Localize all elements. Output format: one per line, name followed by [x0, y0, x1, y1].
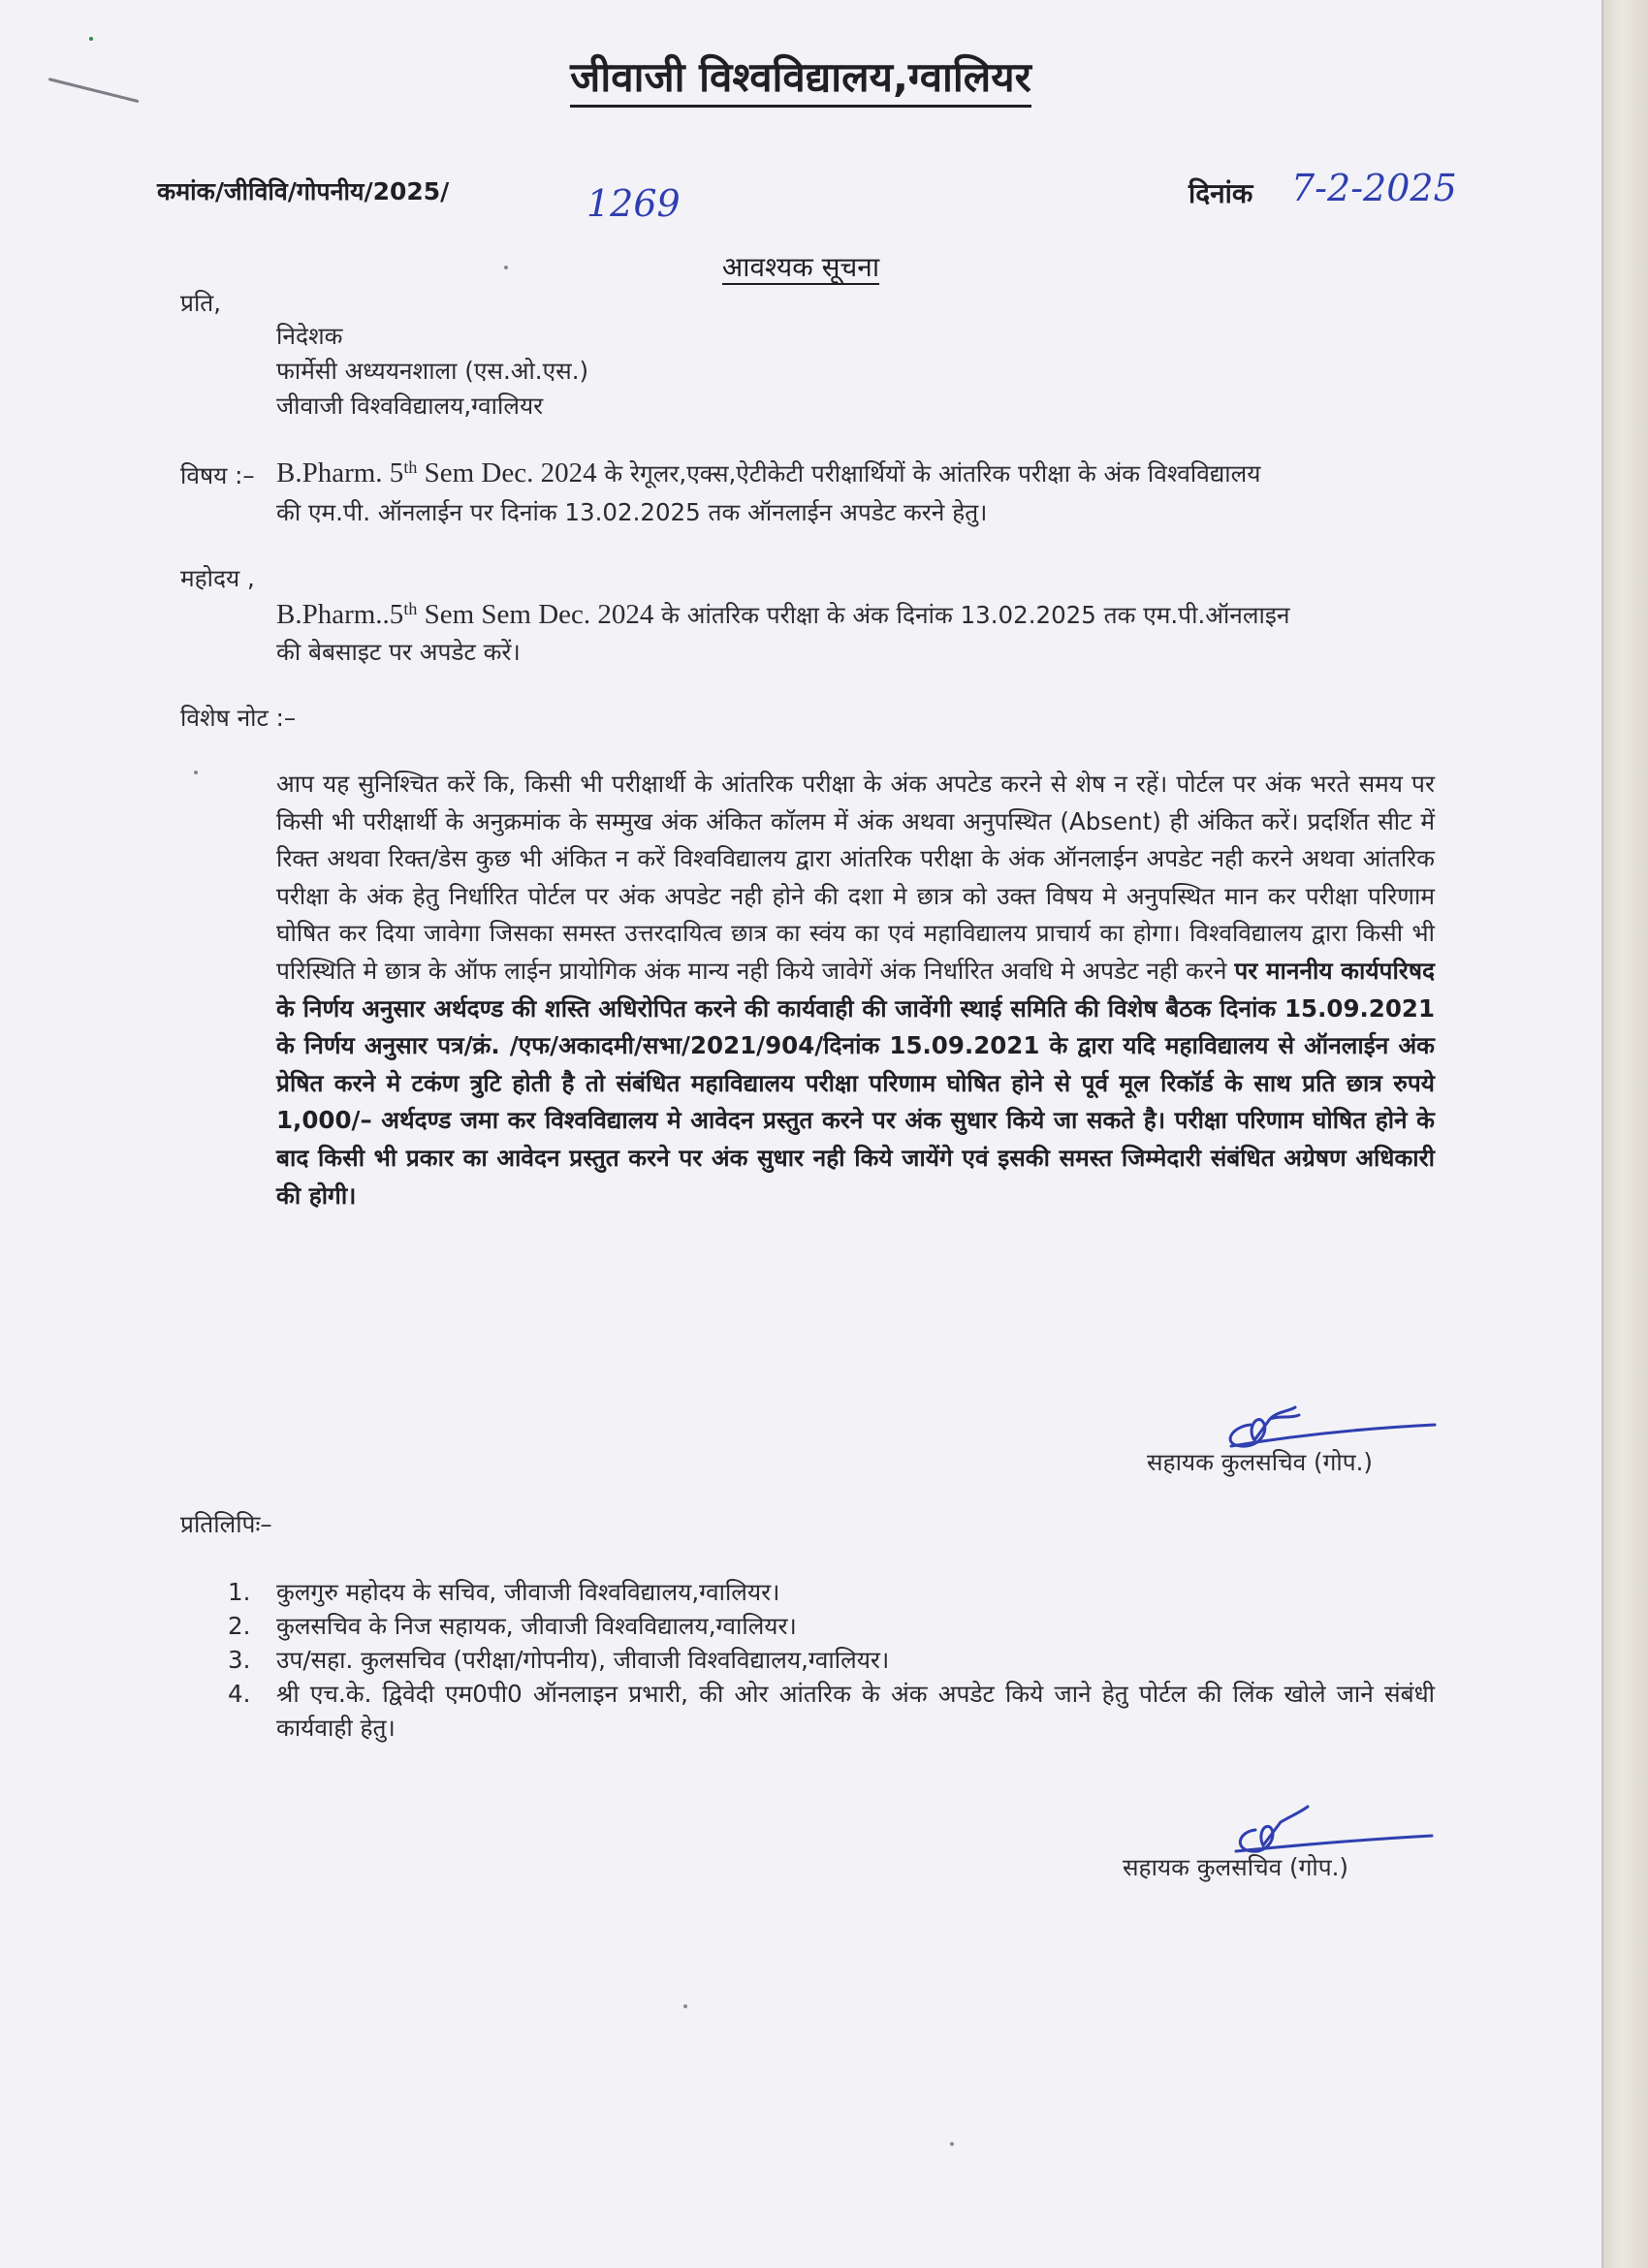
- subject-sem: Sem Dec. 2024: [417, 457, 597, 489]
- copy-to-label: प्रतिलिपिः–: [180, 1510, 272, 1538]
- speck: [89, 37, 93, 41]
- body-rest: के आंतरिक परीक्षा के अंक दिनांक 13.02.2025 तक एम.पी.ऑनलाइन: [653, 601, 1290, 630]
- speck: [683, 2004, 687, 2008]
- copy-item-text: कुलसचिव के निज सहायक, जीवाजी विश्वविद्यालय,ग्वालियर।: [276, 1612, 797, 1640]
- body-sup: th: [403, 599, 418, 618]
- addressee-line: निदेशक: [276, 322, 343, 350]
- reference-number-prefix: कमांक/जीविवि/गोपनीय/2025/: [157, 177, 450, 205]
- speck: [194, 771, 198, 774]
- copy-list-item: [228, 1609, 1435, 1643]
- addressee-line: फार्मेसी अध्ययनशाला (एस.ओ.एस.): [276, 357, 589, 385]
- addressee-line: जीवाजी विश्वविद्यालय,ग्वालियर: [276, 392, 544, 420]
- subject-course: B.Pharm. 5: [276, 457, 404, 489]
- copy-item-number: 3.: [228, 1646, 251, 1674]
- signatory-designation: सहायक कुलसचिव (गोप.): [1123, 1853, 1348, 1881]
- date-label: दिनांक: [1188, 177, 1253, 209]
- scanner-edge: [1601, 0, 1648, 2268]
- copy-item-number: 4.: [228, 1680, 251, 1708]
- copy-list-item: [228, 1677, 1435, 1745]
- signatory-designation: सहायक कुलसचिव (गोप.): [1147, 1448, 1373, 1476]
- copy-list-item: [228, 1575, 1435, 1609]
- university-title: जीवाजी विश्वविद्यालय,ग्वालियर: [0, 48, 1601, 104]
- copy-item-text: श्री एच.के. द्विवेदी एम0पी0 ऑनलाइन प्रभारी, की ओर आंतरिक के अंक अपडेट किये जाने हेतु पोर्टल की लिंक खोले जाने संबंधी कार्यवाही हेतु।: [276, 1680, 1435, 1742]
- copy-item-number: 1.: [228, 1578, 251, 1606]
- body-course: B.Pharm..5: [276, 599, 404, 631]
- date-handwritten: 7-2-2025: [1291, 167, 1457, 209]
- special-note-label: विशेष नोट :–: [180, 704, 297, 732]
- subject-line-2: की एम.पी. ऑनलाईन पर दिनांक 13.02.2025 तक ऑनलाईन अपडेट करने हेतु।: [276, 498, 988, 526]
- subject-rest: के रेगूलर,एक्स,ऐटीकेटी परीक्षार्थियों के आंतरिक परीक्षा के अंक विश्वविद्यालय: [596, 459, 1261, 488]
- note-regular-text: आप यह सुनिश्चित करें कि, किसी भी परीक्षार्थी के आंतरिक परीक्षा के अंक अपटेड करने से शेष न रहें। पोर्टल पर अंक भरते समय पर किसी भी परीक्षार्थी के अनुक्रमांक के सम्मुख अंक अंकित कॉलम में अंक अथवा अनुपस्थित (Absent) ही अंकित करें। प्रदर्शित सीट में रिक्त अथवा रिक्त/डेस कुछ भी अंकित न करें विश्वविद्यालय द्वारा आंतरिक परीक्षा के अंक ऑनलाईन अपडेट नही करने अथवा आंतरिक परीक्षा के अंक हेतु निर्धारित पोर्टल पर अंक अपडेट नही होने की दशा मे छात्र को उक्त विषय मे अनुपस्थित मान कर परीक्षा परिणाम घोषित कर दिया जावेगा जिसका समस्त उत्तरदायित्व छात्र का स्वंय का एवं महाविद्यालय प्राचार्य का होगा। विश्वविद्यालय द्वारा किसी भी परिस्थिति मे छात्र के ऑफ लाईन प्रायोगिक अंक मान्य नही किये जावेगें अंक निर्धारित अवधि मे अपडेट नही करने: [276, 770, 1435, 985]
- note-bold-text: पर माननीय कार्यपरिषद के निर्णय अनुसार अर्थदण्ड की शस्ति अधिरोपित करने की कार्यवाही की जावेंगी स्थाई समिति की विशेष बैठक दिनांक 15.09.2021 के निर्णय अनुसार पत्र/क्रं. /एफ/अकादमी/सभा/2021/904/दिनांक 15.09.2021 के द्वारा यदि महाविद्यालय से ऑनलाईन अंक प्रेषित करने मे टकंण त्रुटि होती है तो संबंधित महाविद्यालय परीक्षा परिणाम घोषित होने से पूर्व मूल रिकॉर्ड के साथ प्रति छात्र रुपये 1,000/– अर्थदण्ड जमा कर विश्वविद्यालय मे आवेदन प्रस्तुत करने पर अंक सुधार किये जा सकते है। परीक्षा परिणाम घोषित होने के बाद किसी भी प्रकार का आवेदन प्रस्तुत करने पर अंक सुधार नही किये जायेंगे एवं इसकी समस्त जिम्मेदारी संबंधित अग्रेषण अधिकारी की होगी।: [276, 956, 1435, 1210]
- speck: [504, 266, 508, 269]
- copy-item-number: 2.: [228, 1612, 251, 1640]
- salutation: महोदय ,: [180, 564, 255, 592]
- special-note-paragraph: [276, 766, 1435, 1214]
- subject-label: विषय :–: [180, 461, 255, 489]
- body-sem: Sem Sem Dec. 2024: [417, 599, 654, 631]
- speck: [950, 2142, 954, 2146]
- subject-sup: th: [403, 457, 418, 477]
- to-label: प्रति,: [180, 289, 222, 317]
- reference-number-handwritten: 1269: [586, 182, 681, 225]
- body-line-2: की बेबसाइट पर अपडेट करें।: [276, 638, 521, 666]
- copy-list-item: [228, 1643, 1435, 1677]
- body-line: [276, 599, 1289, 631]
- copy-item-text: कुलगुरु महोदय के सचिव, जीवाजी विश्वविद्यालय,ग्वालियर।: [276, 1578, 780, 1606]
- copy-list: [228, 1575, 1435, 1745]
- copy-item-text: उप/सहा. कुलसचिव (परीक्षा/गोपनीय), जीवाजी विश्वविद्यालय,ग्वालियर।: [276, 1646, 890, 1674]
- subject-line: [276, 457, 1260, 489]
- notice-heading: आवश्यक सूचना: [721, 251, 880, 283]
